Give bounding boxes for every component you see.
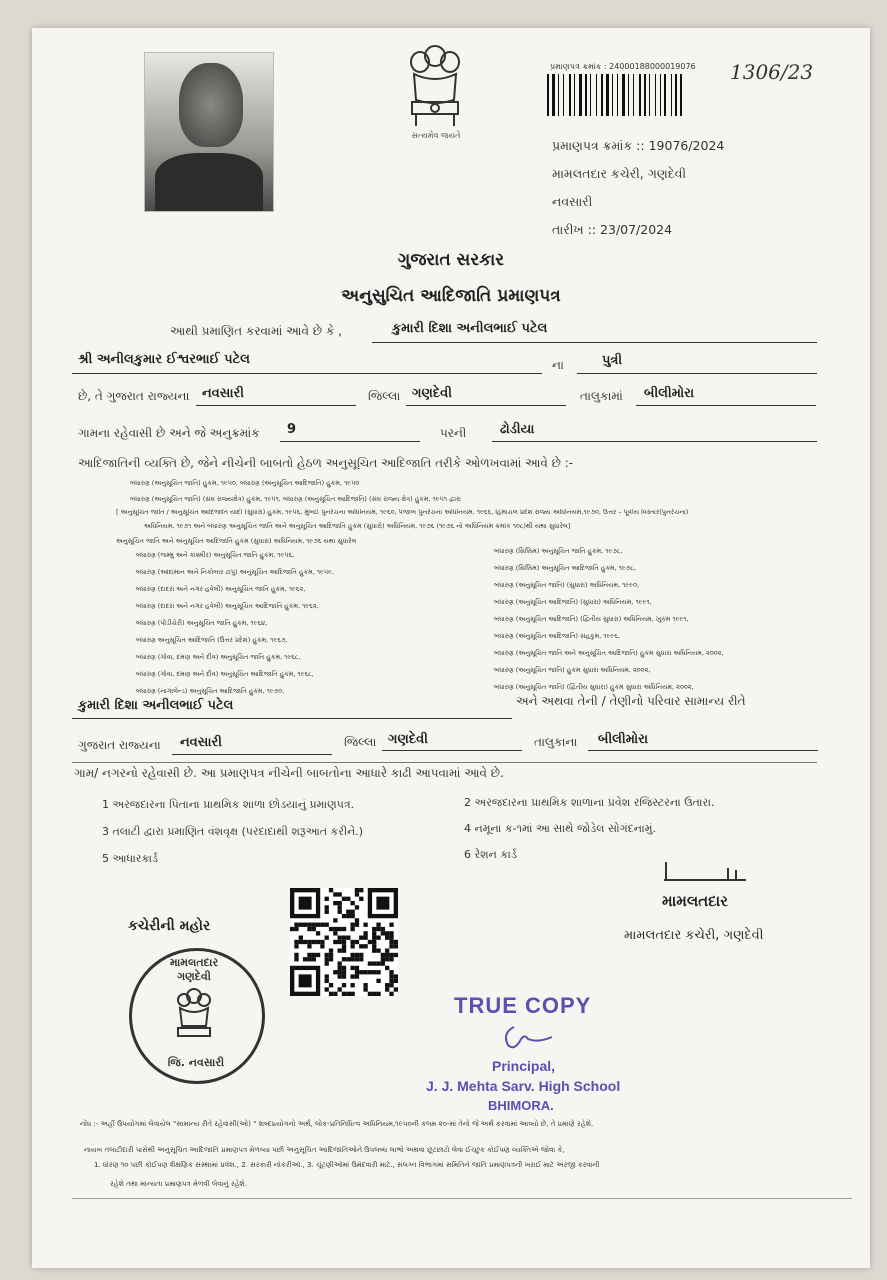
national-emblem-icon — [402, 40, 468, 132]
basis-text: ગામ/ નગરનો રહેવાસી છે. આ પ્રમાણપત્ર નીચેની બાબતોના આધારે કાઢી આપવામાં આવે છે. — [74, 766, 504, 780]
emblem-caption: સત્યમેવ જયતે — [411, 131, 461, 140]
document-item: 2 અરજદારના પ્રાથમિક શાળાના પ્રવેશ રજિસ્ટરના ઉતારા. — [464, 796, 715, 809]
certificate-page — [32, 28, 870, 1268]
barcode — [547, 74, 717, 116]
handwritten-number: 1306/23 — [730, 60, 814, 84]
note-line: નાયબ તલાટીદારી પાસેથી અનુસૂચિત આદિજાતિ પ્રમાણપત્ર મેળવ્યા પછી અનુસૂચિત આદિજાતિઓને ઉપલબ્ધ લાભો અથવા છૂટછાટો લેવા ઈચ્છુક કોઈપણ વ્યક્તિએ જોવા કે, — [84, 1146, 565, 1154]
certificate-title: અનુસુચિત આદિજાતિ પ્રમાણપત્ર — [341, 286, 561, 306]
signature-mark — [662, 860, 748, 884]
order-line: [ અનુસૂચિત જાતિ / અનુસૂચિત આદિજાતિ યાદી (સુધારા) હુકમ, ૧૯૫૬, મુંબઈ પુનર્રચના અધિનિયમ, ૧૯૬૦, પંજાબ પુનર્રચના અધિનિયમ, ૧૯૬૬, હિમાચલ પ્રદેશ રાજ્ય અધિનિયમ,૧૯૭૦, ઉત્તર – પૂર્વીય વિસ્તાર(પુનર્રચના) — [116, 509, 689, 516]
order-item: બંધારણ અનુસૂચિત આદિજાતિ (ઉત્તર પ્રદેશ) હુકમ, ૧૯૬૭, — [136, 636, 288, 644]
order-item: બંધારણ (સિક્કિમ) અનુસૂચિત આદિજાતિ હુકમ, ૧૯૭૮, — [494, 564, 636, 572]
document-item: 4 નમૂના ક-૧માં આ સાથે જોડેલ સોગંદનામું. — [464, 822, 656, 835]
order-item: બંધારણ (સિક્કિમ) અનુસૂચિત જાતિ હુકમ, ૧૯૭૮, — [494, 547, 623, 555]
attestation-role: Principal, — [492, 1058, 556, 1074]
government-title: ગુજરાત સરકાર — [397, 250, 505, 270]
parent-name: શ્રી અનીલકુમાર ઈશ્વરભાઈ પટેલ — [78, 352, 250, 367]
note-line: 1. ધોરણ ૧૦ પછી કોઈપણ શૈક્ષણિક સંસ્થામાં પ્રવેશ., 2. સરકારી નોકરીઓ., 3. ચૂંટણીઓમાં ઉમેદવારી માટે., સંલગ્ન વિભાગમાં સમિતિને જાતિ પ્રમાણપત્રની ખરાઈ માટે અરજી કરવાની — [94, 1161, 600, 1169]
signatory-office: મામલતદાર કચેરી, ગણદેવી — [624, 928, 764, 943]
certificate-number: પ્રમાણપત્ર ક્રમાંક :: 19076/2024 — [552, 138, 725, 153]
order-item: બંધારણ (ગોવા, દમણ અને દીવ) અનુસૂચિત જાતિ હુકમ, ૧૯૬૮, — [136, 653, 301, 661]
document-item: 6 રેશન કાર્ડ — [464, 848, 517, 861]
order-item: બંધારણ (નાગાલેન્ડ) અનુસૂચિત આદિજાતિ હુકમ, ૧૯૭૦, — [136, 687, 285, 695]
state-label-2: ગુજરાત રાજ્યના — [78, 738, 161, 752]
applicant-name-repeat: કુમારી દિશા અનીલભાઈ પટેલ — [78, 698, 234, 713]
order-line: અનુસૂચિત જાતિ અને અનુસૂચિત આદિજાતિ હુકમ (સુધારા) અધિનિયમ, ૧૯૭૬ યથા સુધારેલ — [116, 537, 357, 545]
order-item: બંધારણ (અનુસૂચિત આદિજાતિ) સંહકુમ, ૧૯૯૬, — [494, 632, 620, 640]
resident-label: ગામના રહેવાસી છે અને જે અનુક્રમાંક — [78, 426, 260, 440]
serial-number: 9 — [287, 422, 297, 437]
order-item: બંધારણ (અનુસૂચિત જાતિ) (સુધારા) અધિનિયમ, ૧૯૯૦, — [494, 581, 640, 589]
family-label: અને અથવા તેની / તેણીનો પરિવાર સામાન્ય રીતે — [516, 694, 746, 708]
relation: પુત્રી — [602, 353, 623, 368]
seal-label: કચેરીની મહોર — [128, 918, 211, 934]
certify-label: આથી પ્રમાણિત કરવામાં આવે છે કે , — [170, 324, 342, 338]
orders-left-column — [136, 552, 476, 705]
order-item: બંધારણ (આંદામાન અને નિકોબાર ટાપુ) અનુસૂચિત આદિજાતિ હુકમ, ૧૯૫૯, — [136, 568, 335, 576]
document-item: 5 આધારકાર્ડ — [102, 852, 158, 865]
district-value-2: નવસારી — [180, 735, 222, 750]
signatory-title: મામલતદાર — [662, 892, 728, 910]
seal-ring-bottom: જિ. નવસારી — [167, 1056, 225, 1069]
attestation-place: BHIMORA. — [488, 1098, 554, 1113]
taluka-district-value: ગણદેવી — [412, 386, 452, 401]
barcode-label: પ્રમાણપત્ર ક્રમાંક : 24000188000019076 — [550, 62, 696, 71]
district-value: નવસારી — [202, 386, 244, 401]
issue-date: તારીખ :: 23/07/2024 — [552, 222, 673, 237]
document-item: 3 તલાટી દ્વારા પ્રમાણિત વંશવૃક્ષ (પરદાદાથી શરૂઆત કરીને.) — [102, 825, 364, 838]
tribe-note: આદિજાતિની વ્યક્તિ છે, જેને નીચેની બાબતો હેઠળ અનુસૂચિત આદિજાતિ તરીકે ઓળખવામાં આવે છે :- — [78, 456, 574, 470]
true-copy-stamp: TRUE COPY — [454, 993, 592, 1018]
order-item: બંધારણ (અનુસૂચિત જાતિ) (દ્વિતીય સુધારા) હુકમ સુધારા અધિનિયમ, ૨૦૦૨, — [494, 683, 694, 691]
order-item: બંધારણ (ગોવા, દમણ અને દીવ) અનુસૂચિત આદિજાતિ હુકમ, ૧૯૬૮, — [136, 670, 314, 678]
district-label-2: જિલ્લા — [344, 735, 377, 749]
order-item: બંધારણ (જમ્મુ અને કાશ્મીર) અનુસૂચિત જાતિ હુકમ, ૧૯૫૬, — [136, 551, 295, 559]
order-item: બંધારણ (અનુસૂચિત આદિજાતિ) (દ્વિતીય સુધારા) અધિનિયમ, ખુકમ ૧૯૯૧, — [494, 615, 689, 623]
seal-ring-top: મામલતદાર ગણદેવી — [169, 956, 219, 983]
taluka-value-2: બીલીમોરા — [598, 732, 649, 747]
order-item: બંધારણ (અનુસૂચિત જાતિ) હુકમ સુધારા અધિનિયમ, ૨૦૦૨, — [494, 666, 651, 674]
note-line: રહેશે તથા માન્યતા પ્રમાણપત્ર મેળવી લેવાનું રહેશે. — [110, 1180, 248, 1188]
order-line: બંધારણ (અનુસૂચિત જાતિ) (સંઘ રાજ્યક્ષેત્ર) હુકમ, ૧૯૫૧, બંધારણ (અનુસૂચિત આદિજાતિ) (સંઘ રાજ્ય ક્ષેત્ર) હુકમ, ૧૯૫૧ દ્વારા — [130, 495, 462, 503]
para-label: પરની — [440, 426, 467, 440]
order-item: બંધારણ (અનુસૂચિત જાતિ અને અનુસૂચિત આદિજાતિ) હુકમ સુધારા અધિનિયમ, ૨૦૦૨, — [494, 649, 724, 657]
state-label: છે, તે ગુજરાત રાજ્યના — [78, 389, 190, 403]
order-item: બંધારણ (પોંડીચેરી) અનુસૂચિત જાતિ હુકમ, ૧૯૬૪, — [136, 619, 268, 627]
header-district: નવસારી — [552, 194, 593, 209]
applicant-name: કુમારી દિશા અનીલભાઈ પટેલ — [392, 321, 548, 336]
tribe-name: ઢોડીયા — [500, 422, 535, 437]
order-item: બંધારણ (દાદરા અને નગર હવેલી) અનુસૂચિત જાતિ હુકમ, ૧૯૬૨, — [136, 585, 306, 593]
district-label: જિલ્લા — [368, 389, 401, 403]
note-line: નોંધ :- અહીં ઉપયોગમાં લેવાયેલ "સામાન્ય રીતે રહેવાસી(ઓ) " શબ્દપ્રયોગનો અર્થ, લોક-પ્રતિનિધિત્વ અધિનિયમ,૧૯૫૦ની કલમ ૨૦-માં તેનો જે અર્થ કરવામાં આવ્યો છે, તે પ્રમાણે રહેશે. — [80, 1120, 594, 1128]
attestation-school: J. J. Mehta Sarv. High School — [426, 1078, 621, 1094]
document-item: 1 અરજદારના પિતાના પ્રાથમિક શાળા છોડયાનું પ્રમાણપત્ર. — [102, 798, 355, 811]
taluka-value: બીલીમોરા — [644, 386, 695, 401]
seal-emblem-icon — [172, 986, 216, 1040]
qr-code[interactable] — [290, 888, 398, 996]
na-label: ના — [552, 358, 564, 372]
order-item: બંધારણ (દાદરા અને નગર હવેલી) અનુસૂચિત આદિજાતિ હુકમ, ૧૯૬૨, — [136, 602, 319, 610]
issuing-office: મામલતદાર કચેરી, ગણદેવી — [552, 166, 687, 181]
principal-signature — [498, 1023, 558, 1053]
order-line: અધિનિયમ, ૧૯૭૧ અને બંધારણ અનુસૂચિત જાતિ અને અનુસૂચિત આદિજાતિ હુકમ (સુધારો) અધિનિયમ, ૧૯૭૬ (૧૯૭૬ નો અધિનિયમ ક્રમાંક ૧૦૮)થી યથા સુધારેલ] — [144, 522, 571, 530]
order-line: બંધારણ (અનુસૂચિત જાતિ) હુકમ, ૧૯૫૦, બંધારણ (અનુસૂચિત આદિજાતિ) હુકમ, ૧૯૫૦ — [130, 479, 360, 487]
order-item: બંધારણ (અનુસૂચિત આદિજાતિ) (સુધારા) અધિનિયમ, ૧૯૯૧, — [494, 598, 652, 606]
applicant-photo — [144, 52, 274, 212]
taluka-label-2: તાલુકાના — [534, 735, 578, 749]
taluka-label: તાલુકામાં — [580, 389, 623, 403]
taluka-district-value-2: ગણદેવી — [388, 732, 428, 747]
orders-right-column — [494, 548, 834, 701]
